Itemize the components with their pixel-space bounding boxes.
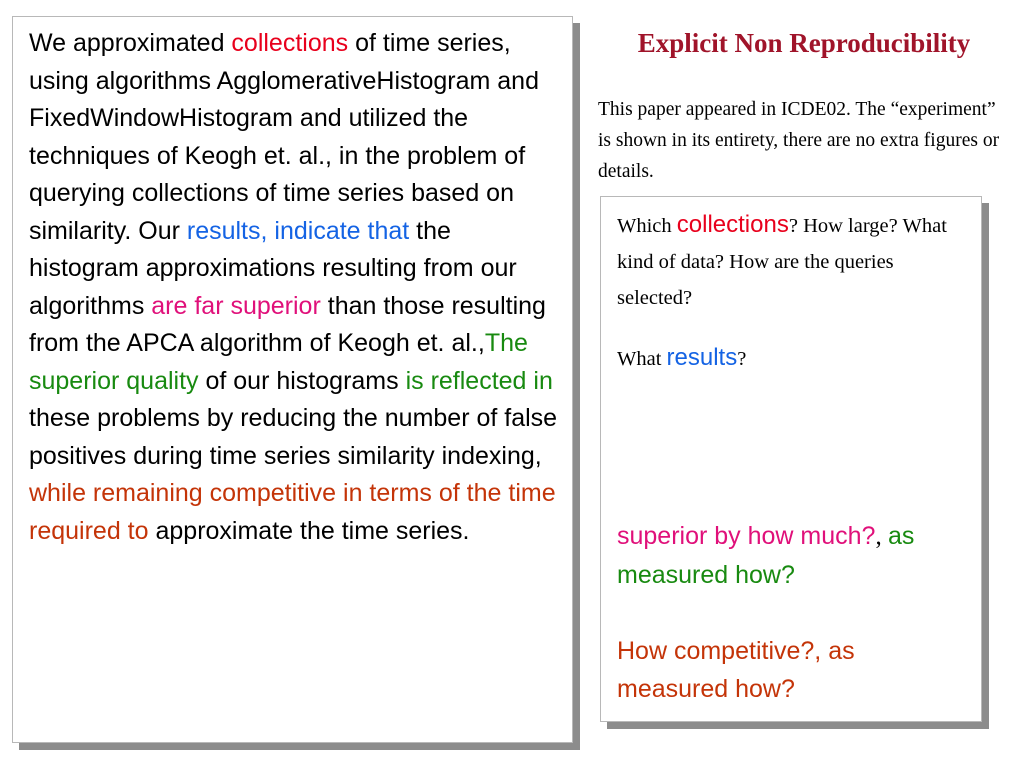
slide-title: Explicit Non Reproducibility (637, 28, 971, 58)
question-results (617, 340, 971, 377)
quoted-abstract (29, 25, 562, 550)
quote-segment: these problems by reducing the number of false positives during time series similarity indexing, (29, 404, 558, 470)
question-separator: , (875, 523, 888, 550)
question-competitive: How competitive?, as measured how? (617, 637, 855, 703)
highlight-results: results, indicate that (186, 216, 410, 245)
highlight-superior-quality: The superior quality (29, 329, 528, 395)
quote-box (12, 16, 573, 743)
question-collections (617, 207, 971, 316)
question-text: ? How large? What kind of data? How are the queries selected? (617, 215, 947, 309)
question-keyword-collections: collections (676, 211, 789, 238)
highlight-reflected-in: is reflected in (405, 366, 553, 395)
question-text: ? (737, 348, 747, 370)
question-keyword-results: results (666, 344, 738, 371)
question-measured: as measured how? (617, 522, 915, 589)
quote-segment: the histogram approximations resulting from our algorithms (29, 216, 517, 320)
highlight-competitive: while remaining competitive in terms of the time required to (29, 479, 556, 545)
quote-segment: of time series, using algorithms AgglomerativeHistogram and FixedWindowHistogram and utilized the techniques of Keogh et. al., in the problem of querying collections of time series based on similarity. Our (29, 29, 539, 245)
highlight-far-superior: are far superior (151, 291, 321, 320)
context-note: This paper appeared in ICDE02. The “experiment” is shown in its entirety, there are no extra figures or details. (598, 99, 1000, 182)
question-superior (617, 517, 971, 594)
quote-segment: We approximated (29, 29, 232, 57)
question-superior-amount: superior by how much? (617, 522, 876, 550)
quote-segment: than those resulting from the APCA algorithm of Keogh et. al., (29, 291, 546, 357)
questions-box (600, 196, 982, 722)
question-text: What (617, 348, 667, 370)
quote-segment: approximate the time series. (148, 516, 470, 545)
quote-segment: of our histograms (198, 366, 406, 395)
highlight-collections: collections (231, 29, 349, 57)
question-text: Which (617, 215, 677, 237)
